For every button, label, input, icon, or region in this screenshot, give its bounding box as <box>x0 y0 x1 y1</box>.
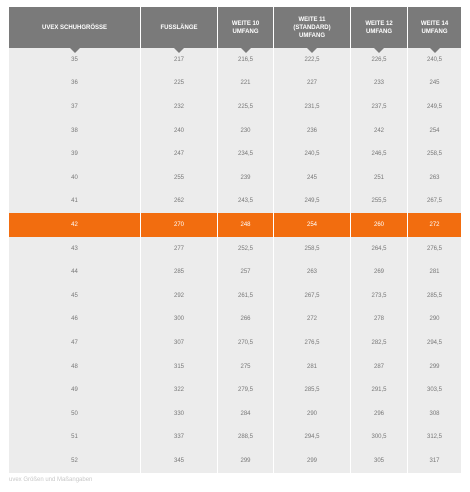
cell-width-12: 251 <box>351 166 408 190</box>
cell-width-14: 245 <box>429 80 440 87</box>
cell-foot-length: 300 <box>141 308 218 332</box>
column-header-line: WEITE 10 <box>231 20 260 27</box>
cell-size-eu: 43 <box>9 237 141 261</box>
column-header-line: WEITE 12 <box>365 20 393 27</box>
cell-width-11: 227 <box>274 72 351 96</box>
cell-width-10: 225,5 <box>218 95 274 119</box>
cell-width-11: 267,5 <box>274 284 351 308</box>
cell-width-10: 230 <box>218 119 274 143</box>
cell-foot-length: 247 <box>141 142 218 166</box>
cell-size-eu: 35 <box>9 48 141 72</box>
cell-size-eu: 48 <box>9 355 141 379</box>
cell-width-14: 240,5 <box>426 56 442 63</box>
cell-width-14: 254 <box>429 127 440 134</box>
cell-width-14: 258,5 <box>426 151 442 158</box>
cell-foot-length: 345 <box>141 449 218 473</box>
cell-width-12: 246,5 <box>351 142 408 166</box>
table-row <box>9 284 461 308</box>
size-table <box>9 7 461 473</box>
cell-foot-length: 255 <box>141 166 218 190</box>
cell-width-14: 290 <box>429 316 440 323</box>
cell-size-eu: 36 <box>9 72 141 96</box>
cell-foot-length: 225 <box>141 72 218 96</box>
cell-width-10: 221 <box>218 72 274 96</box>
cell-width-14: 317 <box>429 457 440 464</box>
cell-size-eu: 47 <box>9 331 141 355</box>
cell-width-14: 281 <box>429 269 440 276</box>
table-row <box>9 142 461 166</box>
cell-foot-length: 292 <box>141 284 218 308</box>
column-header-line: UMFANG <box>366 28 392 35</box>
cell-width-11: 254 <box>274 213 351 237</box>
cell-width-11: 281 <box>274 355 351 379</box>
cell-size-eu: 49 <box>9 378 141 402</box>
column-header-line: (STANDARD) <box>293 24 331 31</box>
column-header-size-eu <box>9 7 141 48</box>
table-row <box>9 378 461 402</box>
cell-width-11: 263 <box>274 260 351 284</box>
cell-foot-length: 307 <box>141 331 218 355</box>
cell-width-11: 258,5 <box>274 237 351 261</box>
column-header-line: UMFANG <box>299 32 325 39</box>
cell-width-10: 266 <box>218 308 274 332</box>
cell-size-eu: 50 <box>9 402 141 426</box>
table-row <box>9 166 461 190</box>
cell-width-11: 240,5 <box>274 142 351 166</box>
column-header-width-10 <box>218 7 274 48</box>
column-header-width-11 <box>274 7 351 48</box>
cell-size-eu: 44 <box>9 260 141 284</box>
cell-width-11: 245 <box>274 166 351 190</box>
cell-width-12: 300,5 <box>351 426 408 450</box>
cell-width-10: 284 <box>218 402 274 426</box>
cell-foot-length: 337 <box>141 426 218 450</box>
cell-foot-length: 285 <box>141 260 218 284</box>
cell-foot-length: 240 <box>141 119 218 143</box>
column-header-foot-length <box>141 7 218 48</box>
cell-size-eu: 42 <box>9 213 141 237</box>
column-header-width-12 <box>351 7 408 48</box>
cell-width-10: 279,5 <box>218 378 274 402</box>
cell-width-10: 239 <box>218 166 274 190</box>
cell-width-14: 303,5 <box>426 387 442 394</box>
cell-size-eu: 40 <box>9 166 141 190</box>
cell-size-eu: 45 <box>9 284 141 308</box>
cell-foot-length: 277 <box>141 237 218 261</box>
size-table-body <box>9 48 461 473</box>
cell-width-12: 264,5 <box>351 237 408 261</box>
table-row <box>9 260 461 284</box>
column-header-width-14 <box>408 7 461 48</box>
cell-width-11: 236 <box>274 119 351 143</box>
column-header-line: WEITE 11 <box>298 16 326 23</box>
cell-width-10: 270,5 <box>218 331 274 355</box>
table-row <box>9 95 461 119</box>
cell-width-12: 305 <box>351 449 408 473</box>
cell-width-11: 290 <box>274 402 351 426</box>
cell-width-10: 288,5 <box>218 426 274 450</box>
cell-width-12: 269 <box>351 260 408 284</box>
cell-width-14: 267,5 <box>426 198 442 205</box>
cell-size-eu: 52 <box>9 449 141 473</box>
cell-width-10: 243,5 <box>218 190 274 214</box>
cell-foot-length: 262 <box>141 190 218 214</box>
column-header-line: UMFANG <box>232 28 259 35</box>
table-row <box>9 237 461 261</box>
cell-size-eu: 41 <box>9 190 141 214</box>
table-row <box>9 449 461 473</box>
cell-width-11: 249,5 <box>274 190 351 214</box>
cell-width-12: 242 <box>351 119 408 143</box>
cell-width-12: 296 <box>351 402 408 426</box>
table-row <box>9 355 461 379</box>
cell-foot-length: 322 <box>141 378 218 402</box>
cell-width-10: 234,5 <box>218 142 274 166</box>
cell-width-11: 222,5 <box>274 48 351 72</box>
cell-foot-length: 330 <box>141 402 218 426</box>
cell-width-12: 278 <box>351 308 408 332</box>
column-header-line: UVEX SCHUHGRÖSSE <box>41 24 107 31</box>
cell-width-12: 233 <box>351 72 408 96</box>
cell-width-10: 216,5 <box>218 48 274 72</box>
cell-width-14: 272 <box>429 221 440 228</box>
cell-width-11: 231,5 <box>274 95 351 119</box>
cell-width-10: 275 <box>218 355 274 379</box>
cell-size-eu: 38 <box>9 119 141 143</box>
cell-width-10: 257 <box>218 260 274 284</box>
table-row <box>9 119 461 143</box>
cell-width-14: 308 <box>429 410 440 417</box>
column-header-line: UMFANG <box>421 28 448 35</box>
cell-size-eu: 37 <box>9 95 141 119</box>
cell-width-12: 287 <box>351 355 408 379</box>
table-row <box>9 402 461 426</box>
cell-width-10: 252,5 <box>218 237 274 261</box>
cell-width-14: 312,5 <box>426 434 442 441</box>
cell-size-eu: 46 <box>9 308 141 332</box>
column-header-line: WEITE 14 <box>420 20 449 27</box>
cell-width-10: 248 <box>218 213 274 237</box>
cell-size-eu: 51 <box>9 426 141 450</box>
cell-width-12: 237,5 <box>351 95 408 119</box>
cell-width-14: 285,5 <box>426 292 442 299</box>
cell-width-11: 294,5 <box>274 426 351 450</box>
cell-width-11: 299 <box>274 449 351 473</box>
table-row <box>9 190 461 214</box>
cell-foot-length: 315 <box>141 355 218 379</box>
cell-size-eu: 39 <box>9 142 141 166</box>
cell-width-12: 255,5 <box>351 190 408 214</box>
cell-width-11: 272 <box>274 308 351 332</box>
size-table-header <box>9 7 461 48</box>
cell-width-11: 285,5 <box>274 378 351 402</box>
cell-width-10: 299 <box>218 449 274 473</box>
table-row <box>9 72 461 96</box>
cell-width-10: 261,5 <box>218 284 274 308</box>
cell-width-14: 249,5 <box>426 103 442 110</box>
cell-width-12: 273,5 <box>351 284 408 308</box>
cell-width-14: 276,5 <box>426 245 442 252</box>
cell-width-14: 299 <box>429 363 440 370</box>
table-row <box>9 331 461 355</box>
cell-width-11: 276,5 <box>274 331 351 355</box>
cell-foot-length: 232 <box>141 95 218 119</box>
cell-width-14: 263 <box>429 174 440 181</box>
cell-width-12: 226,5 <box>351 48 408 72</box>
cell-width-12: 282,5 <box>351 331 408 355</box>
footnote: uvex Größen und Maßangaben <box>9 477 93 483</box>
cell-width-14: 294,5 <box>426 339 442 346</box>
cell-foot-length: 270 <box>141 213 218 237</box>
table-row <box>9 426 461 450</box>
cell-foot-length: 217 <box>141 48 218 72</box>
table-row <box>9 308 461 332</box>
cell-width-12: 260 <box>351 213 408 237</box>
column-header-line: FUSSLÄNGE <box>160 24 198 31</box>
cell-width-12: 291,5 <box>351 378 408 402</box>
table-row-highlighted <box>9 213 461 237</box>
